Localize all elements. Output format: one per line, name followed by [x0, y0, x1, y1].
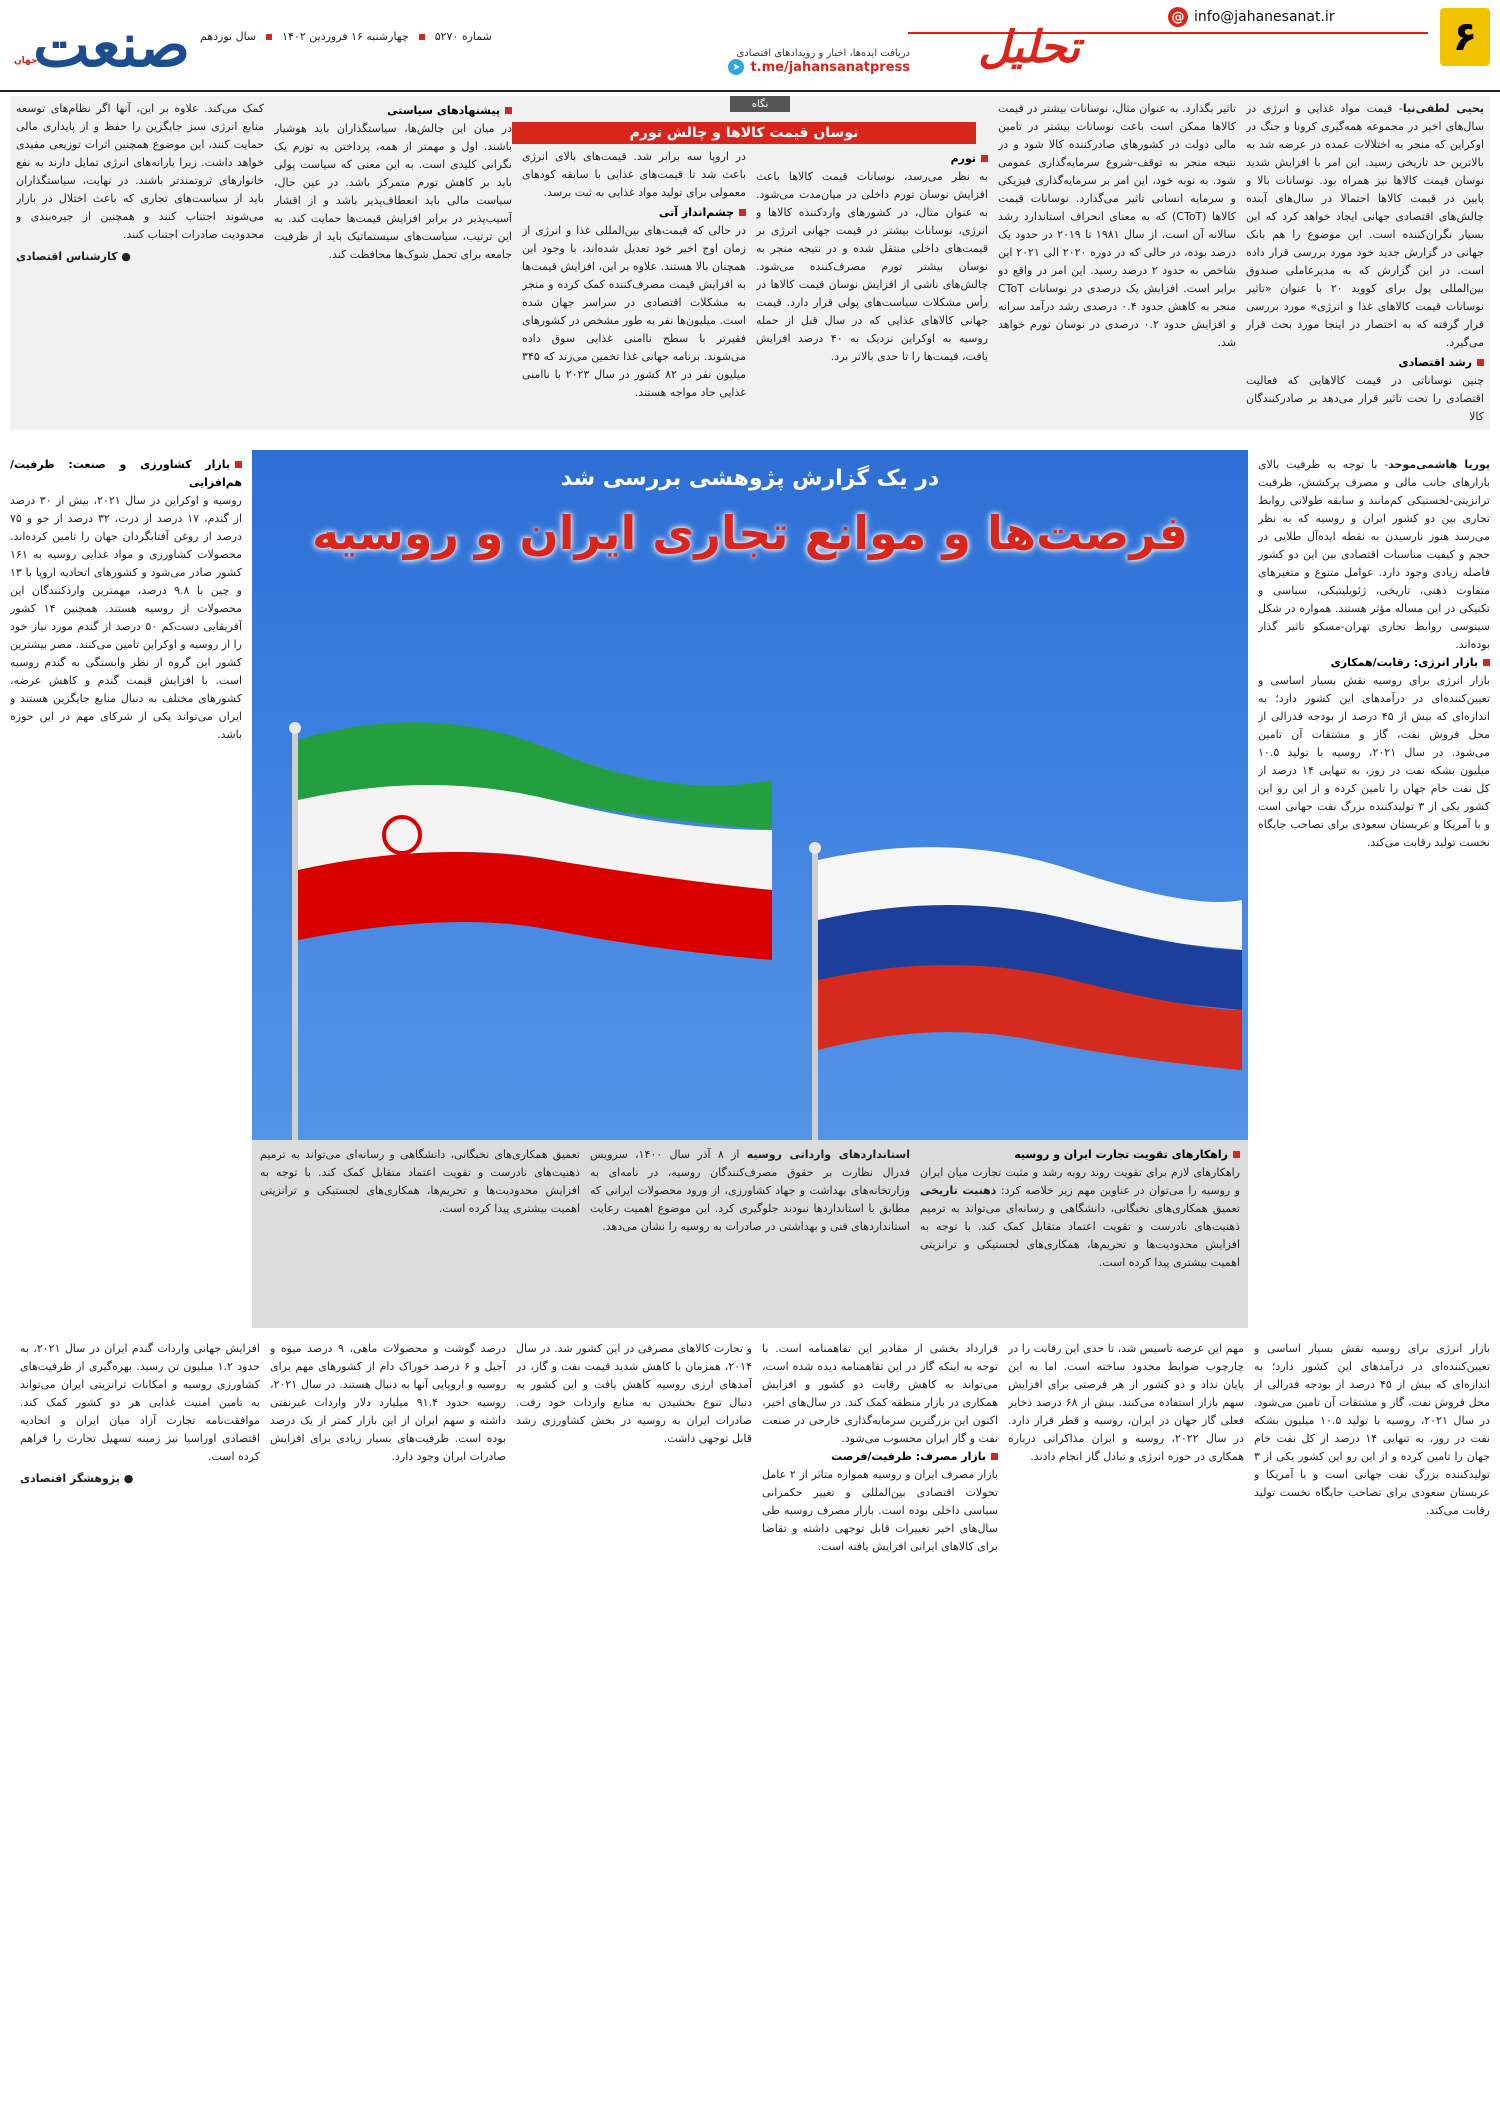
- email-contact: [1168, 4, 1428, 30]
- main-headline: فرصت‌ها و موانع تجاری ایران و روسیه: [311, 506, 1189, 560]
- column-text: چنین نوساناتی در قیمت کالاهایی که فعالیت اقتصادی را تحت تاثیر قرار می‌دهد بر صادرکنندگان کالا: [1246, 374, 1484, 423]
- column-text: از ۸ آذر سال ۱۴۰۰، سرویس فدرال نظارت بر حقوق مصرف‌کنندگان روسیه، در نامه‌ای به وزارتخانه‌های بهداشت و جهاد کشاورزی، از ورود محصولات ایرانی که مطابق با استانداردها نبودند جلوگیری کرد. این موضوع اهمیت رعایت استانداردهای فنی و بهداشتی در صادرات به روسیه را نشان می‌دهد.: [590, 1148, 910, 1233]
- column-text: افزایش جهانی واردات گندم ایران در سال ۲۰۲۱، به حدود ۱.۲ میلیون تن رسید. بهره‌گیری از ظرفیت‌های کشاورزی روسیه و امکانات ترانزیتی ایران می‌تواند به تامین امنیت غذایی هر دو کشور کمک کند. موافقت‌نامه تجارت آزاد میان ایران و اتحادیه اقتصادی اوراسیا نیز زمینه تسهیل تجارت را فراهم کرده است.: [20, 1342, 260, 1463]
- subheading: چشم‌انداز آتی: [522, 204, 746, 222]
- lower-column-right: [1254, 1340, 1490, 2116]
- email-address: info@jahanesanat.ir: [1194, 9, 1335, 25]
- telegram-box: [690, 48, 910, 75]
- subheading: استانداردهای وارداتی روسیه: [746, 1148, 910, 1161]
- logo-prefix: جهان: [14, 56, 38, 66]
- caption-box: [252, 1140, 1248, 1328]
- masthead: [0, 0, 1500, 92]
- author-name: یحیی لطفی‌نیا: [1402, 102, 1484, 115]
- column-text: مهم این عرصه تاسیس شد، تا حدی این رقابت را در چارچوب ضوابط محدود ساخته است. اما به این پایان نداد و دو کشور از هر فرصتی برای افزایش سهم بازار استفاده می‌کنند. بیش از ۶۸ درصد ذخایر فعلی گاز جهان در ایران، روسیه و قطر قرار دارد. در سال ۲۰۲۲، روسیه و ایران مذاکراتی درباره همکاری در حوزه انرژی و تبادل گاز انجام دادند.: [1008, 1342, 1244, 1463]
- separator-dot: [266, 34, 272, 40]
- column-text: و تجارت کالاهای مصرفی در این کشور شد. در سال ۲۰۱۴، همزمان با کاهش شدید قیمت نفت و گاز، در آمدهای ارزی روسیه کاهش یافت و این کشور به دنبال تنوع بخشیدن به منابع واردات خود رفت. صادرات ایران به روسیه در بخش کشاورزی رشد قابل توجهی داشت.: [516, 1342, 752, 1445]
- byline: ● پژوهشگر اقتصادی: [20, 1472, 134, 1485]
- main-kicker: در یک گزارش پژوهشی بررسی شد: [560, 466, 940, 491]
- editorial-column-1: [1246, 100, 1484, 426]
- russia-flag-pole: [812, 850, 818, 1140]
- caption-column-2: [590, 1146, 910, 1322]
- telegram-link[interactable]: ➤ t.me/jahansanatpress: [690, 59, 910, 75]
- column-text: تعمیق همکاری‌های نخبگانی، دانشگاهی و رسانه‌ای می‌تواند به ترمیم ذهنیت‌های نادرست و تقویت اعتماد متقابل کمک کند. با توجه به افزایش محدودیت‌ها و تحریم‌ها، همکاری‌های لجستیکی و ترانزیتی اهمیت بیشتری پیدا کرده است.: [920, 1202, 1240, 1269]
- subheading: بازار انرژی: رقابت/همکاری: [1258, 654, 1490, 672]
- lower-column-1: [1008, 1340, 1244, 2116]
- subheading: رشد اقتصادی: [1246, 354, 1484, 372]
- subheading: ذهنیت تاریخی: [920, 1184, 997, 1197]
- editorial-column-4: [522, 148, 746, 426]
- issue-year: سال نوزدهم: [200, 30, 257, 43]
- telegram-note: دریافت ایده‌ها، اخبار و رویدادهای اقتصادی: [736, 48, 910, 59]
- lower-column-3: [516, 1340, 752, 2116]
- issue-info: [200, 30, 492, 43]
- subheading: راهکارهای تقویت تجارت ایران و روسیه: [920, 1146, 1240, 1164]
- column-text: بازار مصرف ایران و روسیه همواره متاثر از ۲ عامل تحولات اقتصادی بین‌المللی و تغییر حکمرانی سیاسی داخلی بوده است. بازار مصرف روسیه طی سال‌های اخیر تغییرات قابل توجهی داشته و تقاضا برای کالاهای ایرانی افزایش یافته است.: [762, 1468, 998, 1553]
- masthead-rule: [0, 90, 1500, 92]
- section-title: تحلیل: [978, 22, 1080, 73]
- subheading: بازار کشاورزی و صنعت: ظرفیت/هم‌افزایی: [10, 456, 242, 492]
- email-icon: @: [1168, 7, 1188, 27]
- column-text: راهکارهای لازم برای تقویت روند روبه رشد و مثبت تجارت میان ایران و روسیه را می‌توان در عناوین مهم زیر خلاصه کرد:: [920, 1166, 1240, 1197]
- newspaper-logo: [10, 6, 190, 86]
- column-text: به نظر می‌رسد، نوسانات قیمت کالاها باعث افزایش نوسان تورم داخلی در میان‌مدت می‌شود. به عنوان مثال، در کشورهای واردکننده کالاها و انرژی، نوسانات بیشتر در قیمت جهانی انرژی بر قیمت‌های داخلی منتقل شده و در نتیجه منجر به نوسان بیشتر تورم مصرف‌کننده می‌شود. چالش‌های ناشی از افزایش نوسان قیمت کالاها در رأس مشکلات سیاست‌های پولی قرار دارد. قیمت جهانی کالاهای غذایی که در سال قبل از حمله روسیه به اوکراین نزدیک به ۴۰ درصد افزایش یافت، قیمت‌ها را تا حدی بالاتر برد.: [756, 170, 988, 363]
- caption-column-1: [920, 1146, 1240, 1322]
- iran-flag-pole: [292, 730, 298, 1140]
- lower-column-4: [270, 1340, 506, 2116]
- lower-article-grid: [10, 1340, 1490, 2120]
- editorial-column-6: [16, 100, 264, 426]
- editorial-column-2: [998, 100, 1236, 426]
- issue-number: شماره ۵۲۷۰: [434, 30, 492, 43]
- byline: ● کارشناس اقتصادی: [16, 250, 131, 263]
- column-text: در میان این چالش‌ها، سیاستگذاران باید هوشیار باشند. اول و مهمتر از همه، پرداختن به تورم یک نگرانی کلیدی است. به این معنی که سیاست پولی باید بر کاهش تورم متمرکز باشد. در عین حال، سیاست مالی باید انعطاف‌پذیر باشد و از اقشار آسیب‌پذیر در برابر افزایش قیمت‌ها حمایت کند. به این ترتیب، سیاست‌های سیستماتیک باید از ظرفیت جامعه برای تحمل شوک‌ها محافظت کند.: [274, 122, 512, 261]
- page-number: ۶: [1440, 8, 1490, 66]
- lower-column-5: [20, 1340, 260, 2116]
- author-name: پوریا هاشمی‌موحد: [1388, 458, 1490, 471]
- column-text: در حالی که قیمت‌های بین‌المللی غذا و انرژی از زمان اوج اخیر خود تعدیل شده‌اند، با وجود این همچنان بالا هستند. علاوه بر این، افزایش قیمت‌ها به افزایش قیمت مصرف‌کننده کمک کرده و منجر به مشکلات اقتصادی در سراسر جهان شده است. میلیون‌ها نفر به طور مشخص در کشورهای فقیرتر با سطح ناامنی غذایی سوق داده می‌شوند. برنامه جهانی غذا تخمین می‌زند که ۳۴۵ میلیون نفر در ۸۲ کشور در سال ۲۰۲۳ با ناامنی غذایی حاد مواجه هستند.: [522, 224, 746, 399]
- editorial-column-5: [274, 100, 512, 426]
- column-text: تاثیر بگذارد. به عنوان مثال، نوسانات بیشتر در قیمت کالاها ممکن است باعث نوسانات بیشتر در تامین مالی دولت در کشورهای صادرکننده کالا شود و در نتیجه منجر به توقف-شروع سرمایه‌گذاری عمومی شود. به نوبه خود، این امر بر سرمایه‌گذاری فیزیکی و سرمایه انسانی تاثیر می‌گذارد. نوسانات قیمت کالاها (CToT) که به معنای انحراف استاندارد رشد سالانه آن است، از سال ۱۹۸۱ تا ۲۰۱۹ در حدود یک درصد بوده، در حالی که در دوره ۲۰۲۰ الی ۲۰۲۱ این شاخص به حدود ۲ درصد رسید. این امر در واقع دو برابر است. افزایش یک درصدی در نوسانات CToT منجر به کاهش حدود ۰.۴ درصدی رشد درآمد سرانه و افزایش حدود ۰.۲ درصدی در نوسان تورم خواهد شد.: [998, 102, 1236, 349]
- column-text: - قیمت مواد غذایی و انرژی در سال‌های اخیر در مجموعه همه‌گیری کرونا و جنگ در اوکراین که منجر به اختلالات عمده در عرضه شد به بالاترین حد تاریخی رسید. این امر با افزایش شدید نوسان قیمت کالاها نیز همراه بود. نوسانات بالا و پایین در قیمت کالاها احتمالا در سال‌های آینده چالش‌های اقتصادی جهانی ایجاد خواهد کرد که این بسیار نگران‌کننده است. این موضوع را هم بانک جهانی در گزارش جدید خود مورد بررسی قرار داده است. در این گزارش که به مدیرعاملی صندوق بین‌المللی پول برای کووید ۲۰ با عنوان «تاثیر نوسانات قیمت کالاهای غذا و انرژی» مورد بررسی قرار گرفته که به اختصار در اینجا مورد بحث قرار می‌گیرد.: [1246, 102, 1484, 349]
- editorial-section: [10, 96, 1490, 430]
- logo-text: صنعت: [33, 11, 190, 81]
- column-text: بازار انرژی برای روسیه نقش بسیار اساسی و تعیین‌کننده‌ای در درآمدهای این کشور دارد؛ به اندازه‌ای که بیش از ۴۵ درصد از بودجه فدرالی از محل فروش نفت، گاز و مشتقات آن تامین می‌شود. در سال ۲۰۲۱، روسیه با تولید ۱۰.۵ میلیون بشکه نفت در روز، به تنهایی ۱۴ درصد از کل نفت خام جهان را تامین کرده و از این رو این کشور یکی از ۳ تولیدکننده بزرگ نفت جهانی است و با آمریکا و عربستان سعودی برای تصاحب جایگاه نخست تولید رقابت می‌کند.: [1254, 1342, 1490, 1517]
- subheading: تورم: [756, 150, 988, 168]
- column-text: در اروپا سه برابر شد. قیمت‌های بالای انرژی باعث شد تا قیمت‌های غذایی با سابقه کودهای معمولی برای تولید مواد غذایی به ثبت برسد.: [522, 150, 746, 199]
- column-text: کمک می‌کند. علاوه بر این، آنها اگر نظام‌های توسعه منابع انرژی سبز جایگزین را حفظ و از پایداری مالی حمایت کنند، این موضوع همچنین اثرات توزیعی مفیدی خواهد داشت. زیرا یارانه‌های انرژی تمایل دارند به نفع خانوارهای ثروتمندتر باشند. در نهایت، سیاستگذاران باید از سیاست‌های تجاری که باعث اختلال در بازار می‌شوند اجتناب کنند و همچنین از جیره‌بندی و محدودیت صادرات اجتناب کنند.: [16, 102, 264, 241]
- column-text: بازار انرژی برای روسیه نقش بسیار اساسی و تعیین‌کننده‌ای در درآمدهای این کشور دارد؛ به اندازه‌ای که بیش از ۴۵ درصد از بودجه فدرالی از محل فروش نفت، گاز و مشتقات آن تامین می‌شود. در سال ۲۰۲۱، روسیه با تولید ۱۰.۵ میلیون بشکه نفت در روز، به تنهایی ۱۴ درصد از کل نفت خام جهان را تامین کرده و از این رو این کشور یکی از ۳ تولیدکننده بزرگ نفت جهانی است و با آمریکا و عربستان سعودی برای تصاحب جایگاه نخست تولید رقابت می‌کند.: [1258, 674, 1490, 849]
- column-text: قرارداد بخشی از مقادیر این تفاهمنامه است. با توجه به اینکه گاز در این تفاهمنامه دیده شده است، می‌تواند به کاهش رقابت دو کشور و افزایش همکاری در بازار منطقه کمک کند. در سال‌های اخیر، اکنون این بزرگترین سرمایه‌گذاری خارجی در صنعت نفت و گاز ایران محسوب می‌شود.: [762, 1342, 998, 1445]
- main-left-column: [10, 456, 242, 1336]
- column-text: روسیه و اوکراین در سال ۲۰۲۱، بیش از ۳۰ درصد از گندم، ۱۷ درصد از ذرت، ۳۲ درصد از جو و ۷۵ درصد از روغن آفتابگردان جهان را تامین کرده‌اند. محصولات کشاورزی و مواد غذایی روسیه به ۱۶۱ کشور صادر می‌شود و کشورهای اتحادیه اروپا با ۱۳ و چین با ۹.۸ درصد، مهمترین واردکنندگان این محصولات از روسیه هستند. همچنین ۱۴ کشور آفریقایی دست‌کم ۵۰ درصد از گندم مورد نیاز خود را از روسیه و اوکراین تامین می‌کنند. مصر بیشترین کشور این گروه از نظر وابستگی به گندم روسیه است. با افزایش قیمت گندم و کاهش عرضه، کشورهای مختلف به دنبال منابع جایگزین هستند و ایران می‌تواند یکی از شرکای مهم در این حوزه باشد.: [10, 494, 242, 741]
- column-text: - با توجه به ظرفیت بالای بازارهای جانب مالی و مصرف پرکشش، ظرفیت ترانزیتی-لجستیکی کم‌مانند و سابقه طولانی روابط تجاری بین دو کشور ایران و روسیه که به نظر می‌رسد هنوز نارسیدن به نقطه ایده‌آل طلایی در حجم و کیفیت مناسبات اقتصادی بین این دو کشور فاصله زیادی وجود دارد. عوامل متنوع و متغیرهای متفاوت ذهنی، تاریخی، ژئوپلیتیکی، سیاسی و تکنیکی در این مساله مؤثر هستند. همواره در شکل سینوسی روابط تجاری تهران-مسکو تاثیر گذار بوده‌اند.: [1258, 458, 1490, 651]
- column-text: درصد گوشت و محصولات ماهی، ۹ درصد میوه و آجیل و ۶ درصد خوراک دام از کشورهای مهم برای روسیه و اروپایی آنها به دنبال هستند. در سال ۲۰۲۱، روسیه حدود ۹۱.۴ میلیارد دلار واردات غیرنفتی داشته و سهم ایران از این بازار کمتر از یک درصد بوده است. ظرفیت‌های بسیار زیادی برای افزایش صادرات ایران وجود دارد.: [270, 1342, 506, 1463]
- caption-column-3: [260, 1146, 580, 1322]
- column-text: تعمیق همکاری‌های نخبگانی، دانشگاهی و رسانه‌ای می‌تواند به ترمیم ذهنیت‌های نادرست و تقویت اعتماد متقابل کمک کند. با توجه به افزایش محدودیت‌ها و تحریم‌ها، همکاری‌های لجستیکی و ترانزیتی اهمیت بیشتری پیدا کرده است.: [260, 1148, 580, 1215]
- lower-column-2: [762, 1340, 998, 2116]
- separator-dot: [419, 34, 425, 40]
- issue-date: چهارشنبه ۱۶ فروردین ۱۴۰۲: [282, 30, 409, 43]
- main-right-column: [1258, 456, 1490, 1336]
- telegram-icon: ➤: [728, 59, 744, 75]
- editorial-tag: نگاه: [730, 96, 790, 112]
- editorial-column-3: [756, 148, 988, 426]
- subheading: پیشنهادهای سیاستی: [274, 102, 512, 120]
- subheading: بازار مصرف: ظرفیت/فرصت: [762, 1448, 998, 1466]
- editorial-headline: نوسان قیمت کالاها و چالش تورم: [512, 122, 976, 144]
